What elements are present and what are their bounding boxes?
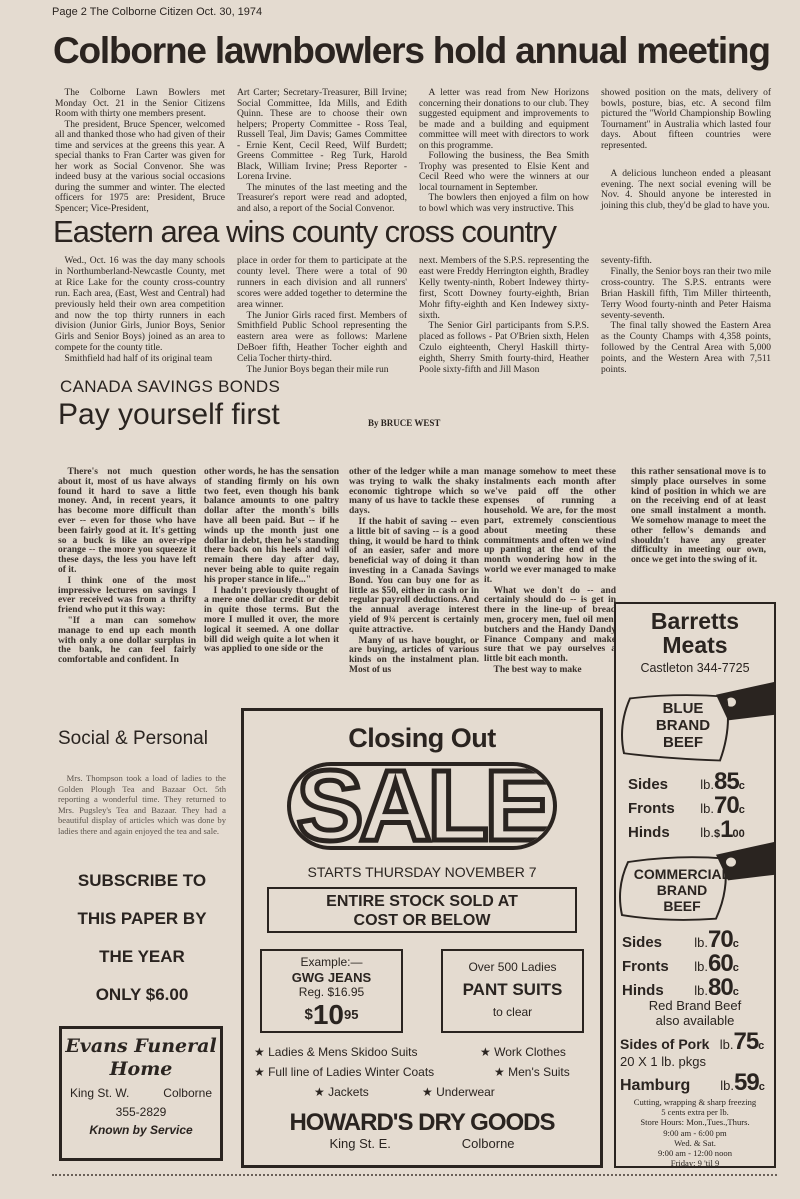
paragraph: If the habit of saving -- even a little bit of saving -- is a good thing, it would be hard to think of an easier, safer and more beneficial way of doing it than investing in a Canada Savings Bond. You can buy one for as little as $50, either in cash or in regular payroll deductions. And the annual average interest yield of 9¾ percent is certainly quite attractive. xyxy=(349,516,479,635)
price-suffix: c xyxy=(732,962,739,974)
paragraph: seventy-fifth. xyxy=(601,256,652,266)
example-sale-price xyxy=(262,1000,401,1035)
entire-stock-line: ENTIRE STOCK SOLD AT xyxy=(326,893,518,910)
paragraph: this rather sensational move is to simply place ourselves in some kind of position in which we are on the receiving end of at least one small instalment a month. We somehow manage to meet the other fellow's demands and shouldn't have any greater difficulty in meeting our own, once we get into the swing of it. xyxy=(631,467,766,566)
text-column xyxy=(419,88,589,214)
list-item-text: Ladies & Mens Skidoo Suits xyxy=(268,1045,418,1059)
text-column xyxy=(204,468,339,677)
subscribe-notice xyxy=(58,862,226,1014)
unit: lb. xyxy=(700,825,714,840)
funeral-town: Colborne xyxy=(163,1086,212,1100)
bottom-border-divider xyxy=(52,1174,777,1178)
paragraph: other of the ledger while a man was trying to walk the shaky economic tightrope which so many of us have to tackle these days. xyxy=(349,467,479,517)
text-column xyxy=(601,88,771,214)
list-item-text: Underwear xyxy=(436,1085,495,1099)
hamburg-package: 20 X 1 lb. pkgs xyxy=(620,1054,706,1069)
store-town: Colborne xyxy=(461,1136,515,1151)
price: 1 xyxy=(720,816,733,843)
unit: lb. xyxy=(694,983,708,998)
subscribe-line: ONLY $6.00 xyxy=(95,985,189,1004)
cut-name: Fronts xyxy=(622,958,669,975)
entire-stock-box xyxy=(267,887,577,933)
price-suffix: 00 xyxy=(732,828,745,840)
paragraph: Smithfield had half of its original team xyxy=(64,354,213,365)
price-row xyxy=(622,974,774,1001)
red-brand-note-2: also available xyxy=(655,1013,735,1028)
brand-label: BLUE xyxy=(662,700,704,717)
commercial-brand-prices xyxy=(616,926,774,1001)
price-suffix: c xyxy=(738,780,745,792)
example-regular-price: Reg. $16.95 xyxy=(298,985,365,999)
pant-suits-top: Over 500 Ladies xyxy=(468,960,557,974)
paragraph: manage somehow to meet these instalments each month after we've paid off the other expenses of running a household. We are, for the most part, extremely conscientious about meeting these commitments and often we wind up panting at the end of the month wondering how in the world we ever managed to make it. xyxy=(484,467,616,585)
pant-suits-bottom: to clear xyxy=(492,1005,533,1019)
paragraph: There's not much question about it, most of us have always found it hard to save a little money. And, in recent years, it has become more difficult than ever -- even for those who have been fairly good at it. It's getting so a buck is like an over-ripe orange -- the more you squeeze it these days, the less you have left of it. xyxy=(58,467,196,575)
brand-label: COMMERCIAL xyxy=(633,866,731,882)
jeans-example-box xyxy=(260,949,403,1033)
price-row xyxy=(628,768,774,795)
entire-stock-line: COST OR BELOW xyxy=(353,912,491,929)
pre: $ xyxy=(714,828,721,840)
commercial-brand-cleaver xyxy=(616,842,774,926)
paragraph: The final tally showed the Eastern Area as the County Champs with 4,358 points, followed by the Central Area with 5,000 points, and the Western Area with 7,511 points. xyxy=(601,321,771,376)
list-item-text: Work Clothes xyxy=(494,1045,566,1059)
price: 70 xyxy=(708,926,733,953)
sale-word: SALE xyxy=(296,762,548,850)
price-row xyxy=(628,816,774,843)
price-suffix: c xyxy=(732,986,739,998)
list-item: ★ Full line of Ladies Winter Coats xyxy=(254,1065,435,1079)
paragraph: A letter was read from New Horizons concerning their donations to our club. They suggested equipment and improvements to be made and a building and equipment committee will meet with directors to work on this programme. xyxy=(419,88,589,151)
unit: lb. xyxy=(694,959,708,974)
list-item: ★ Men's Suits xyxy=(494,1065,570,1079)
barretts-meats-ad xyxy=(614,602,776,1168)
store-street: King St. E. xyxy=(329,1136,391,1151)
list-item: ★ Jackets xyxy=(314,1085,369,1099)
price-cents: 95 xyxy=(344,1007,359,1022)
paragraph: The Senior Girl participants from S.P.S. placed as follows - Pat O'Brien sixth, Helen Czulo eighteenth, Cheryl Haskill thirty-eighth, Sherry Smith fourty-third, Heather Poole sixty-fifth and Jill Mason xyxy=(419,321,589,376)
paragraph: What we don't do -- and certainly should do -- is get in there in the line-up of bread men, grocery men, fuel oil men, butchers and the Handy Dandy Finance Company and make sure that we pay ourselves a little bit each month. xyxy=(484,585,616,665)
unit: lb. xyxy=(700,777,714,792)
price-suffix: c xyxy=(738,804,745,816)
unit: lb. xyxy=(719,1037,734,1052)
list-item-text: Men's Suits xyxy=(508,1065,570,1079)
text-column xyxy=(484,468,616,677)
paragraph: The best way to make xyxy=(493,664,582,675)
article-lawnbowlers-body xyxy=(55,88,783,214)
closing-out-heading: Closing Out xyxy=(348,723,496,753)
headline-cross-country: Eastern area wins county cross country xyxy=(53,214,557,249)
unit: lb. xyxy=(694,935,708,950)
price-row-hamburg xyxy=(616,1069,774,1095)
price: 80 xyxy=(708,974,733,1001)
text-column xyxy=(237,256,407,376)
cut-name: Sides of Pork xyxy=(620,1036,710,1052)
funeral-name: Evans Funeral xyxy=(65,1035,217,1057)
store-name-2: Meats xyxy=(662,632,728,658)
price-suffix: c xyxy=(758,1081,765,1093)
page-folio: Page 2 The Colborne Citizen Oct. 30, 1974 xyxy=(52,6,263,18)
social-heading: Social & Personal xyxy=(58,728,208,749)
paragraph: The bowlers then enjoyed a film on how to bowl which was very instructive. This xyxy=(419,193,589,214)
cut-name: Hinds xyxy=(628,824,670,841)
store-name: HOWARD'S DRY GOODS xyxy=(289,1109,555,1136)
price-suffix: c xyxy=(732,938,739,950)
text-column xyxy=(349,468,479,677)
paragraph: The Junior Boys began their mile run xyxy=(246,365,389,376)
dollar-sign: $ xyxy=(304,1006,313,1023)
paragraph: A delicious luncheon ended a pleasant evening. The next social evening will be Nov. 4. Should anyone be interested in joining this club, they'd be glad to have you. xyxy=(601,169,771,211)
blue-brand-cleaver xyxy=(616,682,774,766)
article-cross-country-body xyxy=(55,256,783,376)
paragraph: Wed., Oct. 16 was the day many schools in Northumberland-Newcastle County, met at Rice Lake for the county cross-country run. Each area, (East, West and Central) had previously held their own area competition and now the top thirty runners in each division (Junior Girls, Junior Boys, Senior Girls and Senior Boys) joined as an area to compete for the county title. xyxy=(55,256,225,354)
price-row-pork xyxy=(616,1028,774,1054)
pant-suits-box xyxy=(441,949,584,1033)
paragraph: Art Carter; Secretary-Treasurer, Bill Irvine; Social Committee, Ida Mills, and Edith Quinn. These are to choose their own helpers; Property Committee - Ross Teal, Russell Teal, Jim Davis; Games Committee - Ernie Kent, Cecil Reed, Wilf Burdett; Greens Committee - Reg Turk, Harold Black, William Irvine; Press Reporter - Lorena Irvine. xyxy=(237,88,407,182)
funeral-address: King St. W. xyxy=(70,1086,130,1100)
store-name: Barretts xyxy=(650,608,740,634)
price: 85 xyxy=(714,768,739,795)
text-column xyxy=(601,256,771,376)
funeral-home-ad xyxy=(59,1026,223,1161)
funeral-slogan: Known by Service xyxy=(89,1123,193,1137)
paragraph: The Junior Girls raced first. Members of Smithfield Public School representing the eastern area were as follows: Marlene DeBoer fifth, Heather Tocher eighth and Celia Tocher thirty-third. xyxy=(237,310,407,365)
store-notes xyxy=(616,1097,774,1168)
sale-banner xyxy=(287,762,557,850)
price: 75 xyxy=(733,1028,759,1055)
price: 70 xyxy=(714,792,739,819)
subscribe-line: THE YEAR xyxy=(99,947,185,966)
list-item-text: Full line of Ladies Winter Coats xyxy=(268,1065,435,1079)
note-line: 9:00 am - 12:00 noon xyxy=(658,1148,732,1159)
subscribe-line: THIS PAPER BY xyxy=(77,909,207,928)
funeral-phone: 355-2829 xyxy=(115,1105,167,1119)
text-column xyxy=(58,468,196,677)
price-row xyxy=(622,926,774,953)
price: 59 xyxy=(734,1069,759,1096)
note-line: Store Hours: Mon.,Tues.,Thurs. xyxy=(640,1117,750,1128)
headline-pay-yourself-first: Pay yourself first xyxy=(58,398,280,431)
paragraph: The Colborne Lawn Bowlers met Monday Oct. 21 in the Senior Citizens Room with thirty one members present. xyxy=(55,88,225,119)
note-line: 9:00 am - 6:00 pm xyxy=(663,1127,727,1138)
cut-name: Sides xyxy=(628,776,669,793)
price-row xyxy=(628,792,774,819)
list-item: ★ Ladies & Mens Skidoo Suits xyxy=(254,1045,418,1059)
price-row xyxy=(622,950,774,977)
unit: lb. xyxy=(700,801,714,816)
list-item: ★ Work Clothes xyxy=(480,1045,566,1059)
list-item-text: Jackets xyxy=(328,1085,369,1099)
cut-name: Hinds xyxy=(622,982,664,999)
paragraph: Many of us have bought, or are buying, articles of various kinds on the instalment plan. Most of us xyxy=(349,635,479,675)
paragraph: The minutes of the last meeting and the Treasurer's report were read and adopted, and also, a report of the Social Convenor. xyxy=(237,182,407,214)
note-line: Friday: 9 'til 9 xyxy=(670,1158,720,1169)
cut-name: Sides xyxy=(622,934,663,951)
paragraph: The president, Bruce Spencer, welcomed all and thanked those who had given of their time and services at the greens this year. A special thanks to Fran Carter was given for her work as Social Convenor. She was indeed busy at the various social occasions during the summer and winter. The elected officers for 1975 are: President, Bruce Spencer; Vice-President, xyxy=(55,119,225,214)
headline-lawnbowlers: Colborne lawnbowlers hold annual meeting xyxy=(53,30,770,71)
byline: By BRUCE WEST xyxy=(368,418,441,428)
text-column xyxy=(55,256,225,376)
price: 60 xyxy=(708,950,733,977)
cut-name: Fronts xyxy=(628,800,675,817)
subscribe-line: SUBSCRIBE TO xyxy=(77,871,207,890)
red-brand-note: Red Brand Beef xyxy=(648,998,742,1013)
paragraph: place in order for them to participate at the county level. There were a total of 90 runners in each division and all runners' scores were added together to determine the area winner. xyxy=(237,256,407,310)
store-location-phone: Castleton 344-7725 xyxy=(640,661,750,675)
cut-name: Hamburg xyxy=(620,1077,691,1094)
price-suffix: c xyxy=(758,1040,765,1052)
paragraph: Finally, the Senior boys ran their two mile cross-country. The S.P.S. entrants were Brian Haskill fifth, Tim Miller thirteenth, Terry Wood fourty-ninth and Peter Haisma seventy-seventh. xyxy=(601,266,771,321)
text-column xyxy=(55,88,225,214)
pant-suits-main: PANT SUITS xyxy=(462,980,563,999)
starts-date: STARTS THURSDAY NOVEMBER 7 xyxy=(307,864,537,880)
paragraph: other words, he has the sensation of standing firmly on his own two feet, even though his bank balance amounts to one paltry dollar after the month's bills have all been paid. But -- if he winds up the month just one dollar in debt, then he's standing there back on his heels and will remain there day after day, never being able to quite regain his proper stance in life..." xyxy=(204,467,339,585)
item-list xyxy=(244,1045,600,1109)
note-line: 5 cents extra per lb. xyxy=(661,1107,729,1118)
brand-label: BRAND xyxy=(656,882,708,898)
social-body: Mrs. Thompson took a load of ladies to the Golden Plough Tea and Bazaar Oct. 5th reporting a wonderful time. They returned to Mrs. Pugsley's Tea and Bazaar. They had a beautiful display of articles which was done by ladies there and again enjoyed the tea and sale. xyxy=(58,773,226,836)
blue-brand-prices xyxy=(616,768,774,843)
brand-label: BEEF xyxy=(663,898,701,914)
text-column xyxy=(419,256,589,376)
paragraph: "If a man can somehow manage to end up each month with only a one dollar surplus in the bank, he can feel fairly comfortable and confident. In xyxy=(58,615,196,666)
list-item: ★ Underwear xyxy=(422,1085,495,1099)
paragraph: Following the business, the Bea Smith Trophy was presented to Elsie Kent and Cecil Reed who were the winners at our local tournament in September. xyxy=(419,151,589,193)
example-item: GWG JEANS xyxy=(291,970,372,985)
paragraph: I think one of the most impressive lectures on savings I ever received was from a thrifty friend who put it this way: xyxy=(58,575,196,616)
funeral-name-2: Home xyxy=(109,1058,173,1080)
kicker: CANADA SAVINGS BONDS xyxy=(60,377,281,396)
unit: lb. xyxy=(720,1078,734,1093)
brand-label: BRAND xyxy=(655,717,711,734)
note-line: Wed. & Sat. xyxy=(674,1137,716,1148)
howards-sale-ad xyxy=(241,708,603,1168)
paragraph: next. Members of the S.P.S. representing the east were Freddy Herrington eighth, Bradley Kelly twenty-ninth, Robert Indewey thirty-first, Scott Downey fourty-eighth, Brian Mohr fifty-eighth and Ken Indewey sixty-sixth. xyxy=(419,256,589,321)
brand-label: BEEF xyxy=(662,734,703,751)
price-dollars: 10 xyxy=(312,999,345,1030)
note-line: Cutting, wrapping & sharp freezing xyxy=(633,1097,757,1107)
text-column xyxy=(237,88,407,214)
example-label: Example:— xyxy=(300,955,363,969)
paragraph: I hadn't previously thought of a mere one dollar credit or debit in quite those terms. But the more I mulled it over, the more logical it seemed. A one dollar bill did weigh quite a lot when it was applied to one side or the xyxy=(204,585,339,655)
paragraph: showed position on the mats, delivery of bowls, posture, bias, etc. A second film pictured the ''World Championship Bowling Tournament'' in Australia which lasted four days. About fifteen countries were represented. xyxy=(601,88,771,151)
